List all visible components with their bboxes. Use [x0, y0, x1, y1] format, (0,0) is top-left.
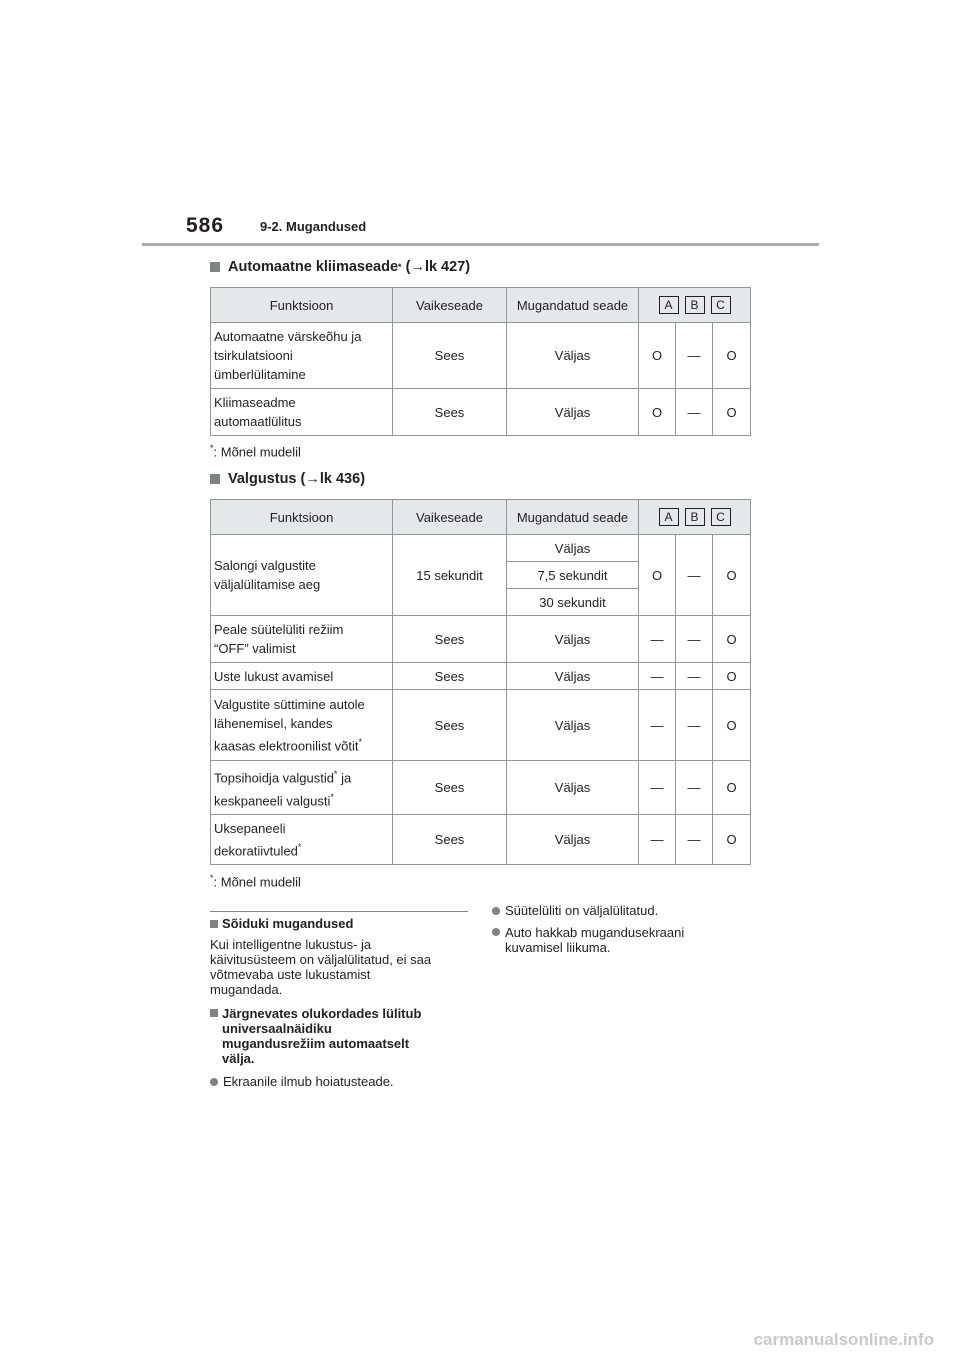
- function-text: dekoratiivtuled: [214, 843, 298, 859]
- note-paragraph: [210, 937, 472, 997]
- function-cell: [211, 616, 393, 663]
- bullet-dot-icon: [492, 928, 500, 936]
- function-text: [214, 765, 392, 787]
- cell-b: —: [676, 535, 713, 616]
- function-cell: [211, 690, 393, 761]
- watermark: carmanualsonline.info: [753, 1330, 934, 1349]
- default-cell: Sees: [393, 389, 507, 436]
- default-cell: Sees: [393, 616, 507, 663]
- table-row: [211, 616, 751, 663]
- cell-a: —: [639, 663, 676, 690]
- footnote-marker: *: [210, 443, 214, 453]
- note-heading-text: Järgnevates olukordades lülitub: [222, 1006, 422, 1021]
- cell-b: —: [676, 323, 713, 389]
- bullet-text: kuvamisel liikuma.: [505, 940, 611, 955]
- cell-b: —: [676, 761, 713, 815]
- letter-box-a: A: [659, 296, 679, 314]
- col-letter-boxes: [639, 500, 751, 535]
- col-custom: Mugandatud seade: [507, 500, 639, 535]
- table-row: [211, 389, 751, 436]
- header-divider: [142, 243, 819, 246]
- bullet-text: Auto hakkab mugandusekraani: [505, 925, 685, 940]
- custom-cell: Väljas: [507, 323, 639, 389]
- function-cell: [211, 323, 393, 389]
- note-line: Kui intelligentne lukustus- ja: [210, 937, 372, 952]
- note-line: mugandada.: [210, 982, 283, 997]
- custom-cell: Väljas: [507, 616, 639, 663]
- cell-c: O: [713, 389, 751, 436]
- bullet-text: Süütelüliti on väljalülitatud.: [505, 903, 659, 918]
- bullet-dot-icon: [492, 907, 500, 915]
- ref-open-paren: (: [300, 471, 306, 487]
- custom-cell: Väljas: [507, 389, 639, 436]
- custom-cell: Väljas: [507, 761, 639, 815]
- table-row: [211, 663, 751, 690]
- footnote-marker: *: [398, 262, 402, 272]
- cell-b: —: [676, 389, 713, 436]
- footnote2: [210, 873, 301, 889]
- note-line: käivitusüsteem on väljalülitatud, ei saa: [210, 952, 432, 967]
- note-heading: [210, 1006, 472, 1066]
- function-text: automaatlülitus: [214, 414, 302, 429]
- custom-cell: Väljas: [507, 690, 639, 761]
- cell-c: O: [713, 663, 751, 690]
- cell-c: O: [713, 690, 751, 761]
- section2-title: Valgustus: [228, 471, 297, 487]
- col-function: Funktsioon: [211, 288, 393, 323]
- square-bullet-icon: [210, 474, 220, 484]
- section2-ref: lk 436): [319, 471, 366, 487]
- function-cell: [211, 535, 393, 616]
- default-cell: 15 sekundit: [393, 535, 507, 616]
- function-text: “OFF” valimist: [214, 641, 296, 656]
- square-bullet-icon: [210, 920, 218, 928]
- square-bullet-icon: [210, 1009, 218, 1017]
- bullet-dot-icon: [210, 1078, 218, 1086]
- arrow-icon: →: [305, 471, 320, 487]
- function-text: Salongi valgustite: [214, 558, 316, 573]
- cell-a: —: [639, 616, 676, 663]
- note-line: võtmevaba uste lukustamist: [210, 967, 371, 982]
- note-heading-text: mugandusrežiim automaatselt: [222, 1036, 410, 1051]
- cell-c: O: [713, 616, 751, 663]
- cell-b: —: [676, 690, 713, 761]
- table-header-row: [211, 288, 751, 323]
- note-heading-text: universaalnäidiku: [222, 1021, 332, 1036]
- section-title: 9-2. Mugandused: [260, 219, 367, 234]
- table-row: [211, 815, 751, 865]
- function-cell: [211, 663, 393, 690]
- notes-right-column: [492, 903, 752, 955]
- letter-box-b: B: [685, 508, 705, 526]
- bullet-item: [492, 925, 752, 955]
- section1-heading: [210, 259, 470, 275]
- bullet-text: Ekraanile ilmub hoiatusteade.: [223, 1074, 394, 1089]
- table-row: [211, 323, 751, 389]
- letter-box-c: C: [711, 296, 731, 314]
- function-text: Topsihoidja valgustid: [214, 770, 334, 786]
- table-header-row: [211, 500, 751, 535]
- function-text: Automaatne värskeõhu ja: [214, 329, 362, 344]
- function-cell: [211, 815, 393, 865]
- col-function: Funktsioon: [211, 500, 393, 535]
- square-bullet-icon: [210, 262, 220, 272]
- function-text: Kliimaseadme: [214, 395, 296, 410]
- cell-a: O: [639, 535, 676, 616]
- table-row: [211, 690, 751, 761]
- section2-heading: [210, 471, 365, 487]
- footnote-marker: *: [333, 769, 338, 780]
- cell-a: —: [639, 815, 676, 865]
- function-text: kaasas elektroonilist võtit: [214, 738, 359, 754]
- default-cell: Sees: [393, 663, 507, 690]
- col-letter-boxes: [639, 288, 751, 323]
- notes-left-column: [210, 916, 472, 1089]
- col-default: Vaikeseade: [393, 500, 507, 535]
- function-text: Uksepaneeli: [214, 820, 286, 836]
- custom-cell: Väljas: [507, 815, 639, 865]
- footnote-marker: *: [330, 791, 334, 802]
- default-cell: Sees: [393, 323, 507, 389]
- arrow-icon: →: [410, 259, 425, 275]
- function-text: Valgustite süttimine autole: [214, 696, 365, 712]
- function-text: tsirkulatsiooni: [214, 348, 293, 363]
- custom-cell: Väljas: [507, 663, 639, 690]
- lighting-table: [210, 499, 751, 865]
- page-number: 586: [186, 214, 225, 237]
- cell-c: O: [713, 761, 751, 815]
- function-text: Peale süütelüliti režiim: [214, 622, 344, 637]
- ref-open-paren: (: [405, 259, 411, 275]
- cell-c: O: [713, 535, 751, 616]
- table-row: [211, 535, 751, 562]
- footnote-text: : Mõnel mudelil: [213, 874, 301, 890]
- function-text: ja: [337, 770, 352, 786]
- climate-table: [210, 287, 751, 436]
- footnote-text: : Mõnel mudelil: [213, 444, 301, 460]
- note-heading-text: Sõiduki mugandused: [222, 916, 354, 931]
- cell-c: O: [713, 323, 751, 389]
- function-text: [214, 838, 392, 860]
- cell-a: —: [639, 761, 676, 815]
- cell-a: O: [639, 389, 676, 436]
- default-cell: Sees: [393, 690, 507, 761]
- function-text: keskpaneeli valgusti: [214, 792, 331, 808]
- footnote1: [210, 443, 301, 459]
- col-custom: Mugandatud seade: [507, 288, 639, 323]
- function-cell: [211, 389, 393, 436]
- footnote-marker: *: [358, 736, 363, 747]
- note-heading-text: välja.: [222, 1051, 255, 1066]
- col-default: Vaikeseade: [393, 288, 507, 323]
- default-cell: Sees: [393, 815, 507, 865]
- note-heading: [210, 916, 472, 931]
- cell-c: O: [713, 815, 751, 865]
- bullet-item: [492, 903, 752, 918]
- function-text: [214, 788, 392, 810]
- function-cell: [211, 761, 393, 815]
- table-row: [211, 761, 751, 815]
- option-cell: 7,5 sekundit: [507, 562, 639, 589]
- footnote-marker: *: [297, 841, 302, 852]
- letter-box-a: A: [659, 508, 679, 526]
- function-text: Uste lukust avamisel: [214, 668, 334, 684]
- option-cell: 30 sekundit: [507, 589, 639, 616]
- cell-a: —: [639, 690, 676, 761]
- cell-a: O: [639, 323, 676, 389]
- section1-title: Automaatne kliimaseade: [228, 259, 399, 275]
- cell-b: —: [676, 616, 713, 663]
- letter-box-b: B: [685, 296, 705, 314]
- function-text: lähenemisel, kandes: [214, 715, 333, 731]
- letter-box-c: C: [711, 508, 731, 526]
- footnote-marker: *: [210, 873, 214, 883]
- option-cell: Väljas: [507, 535, 639, 562]
- function-text: [214, 733, 392, 755]
- notes-divider: [210, 911, 468, 912]
- function-text: ümberlülitamine: [214, 367, 306, 382]
- cell-b: —: [676, 663, 713, 690]
- bullet-item: [210, 1074, 472, 1089]
- function-text: väljalülitamise aeg: [214, 577, 321, 592]
- cell-b: —: [676, 815, 713, 865]
- section1-ref: lk 427): [424, 259, 471, 275]
- default-cell: Sees: [393, 761, 507, 815]
